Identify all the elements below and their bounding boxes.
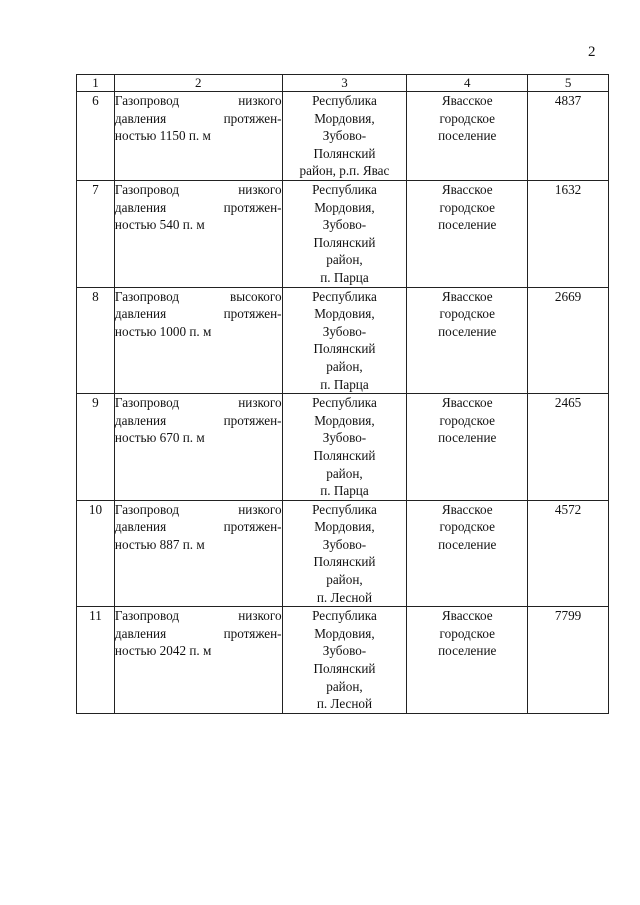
location-line: Полянский bbox=[313, 145, 376, 161]
page-number: 2 bbox=[588, 44, 596, 60]
location-line: Полянский bbox=[313, 661, 376, 677]
object-name-line: Газопровод высокого bbox=[114, 288, 282, 304]
registry-table bbox=[76, 74, 609, 714]
object-name-line: ностью 1150 п. м bbox=[114, 128, 211, 144]
location-line: район, р.п. Явас bbox=[299, 163, 390, 179]
object-name-cell bbox=[114, 607, 282, 714]
municipality-cell bbox=[407, 287, 528, 394]
location-cell bbox=[282, 181, 407, 288]
row-number-cell: 9 bbox=[77, 394, 115, 501]
location-line: Зубово- bbox=[322, 430, 367, 446]
municipality-line: Явасское bbox=[441, 182, 493, 197]
location-line: Мордовия, bbox=[314, 412, 375, 428]
object-name-line: Газопровод низкого bbox=[114, 501, 282, 517]
object-name-line: давления протяжен- bbox=[114, 519, 282, 535]
location-cell bbox=[282, 500, 407, 607]
location-line: район, bbox=[326, 678, 363, 694]
location-cell bbox=[282, 92, 407, 181]
location-line: п. Лесной bbox=[316, 696, 373, 712]
object-name-line: давления протяжен- bbox=[114, 412, 282, 428]
location-line: Республика bbox=[312, 182, 377, 197]
location-line: район, bbox=[326, 465, 363, 481]
object-name-line: давления протяжен- bbox=[114, 199, 282, 215]
object-name-line: ностью 540 п. м bbox=[114, 217, 205, 233]
municipality-line: городское bbox=[439, 199, 495, 215]
value-cell: 2465 bbox=[528, 394, 609, 501]
object-name-line: Газопровод низкого bbox=[114, 93, 282, 108]
municipality-line: Явасское bbox=[441, 395, 493, 411]
municipality-line: Явасское bbox=[441, 288, 493, 304]
object-name-line: Газопровод низкого bbox=[114, 395, 282, 411]
column-header-4: 4 bbox=[407, 75, 528, 92]
location-line: п. Лесной bbox=[316, 589, 373, 605]
row-number-cell: 6 bbox=[77, 92, 115, 181]
location-line: район, bbox=[326, 572, 363, 588]
municipality-line: поселение bbox=[438, 217, 497, 233]
municipality-cell bbox=[407, 394, 528, 501]
table-row bbox=[77, 394, 609, 501]
column-header-1: 1 bbox=[77, 75, 115, 92]
table-row bbox=[77, 287, 609, 394]
location-line: район, bbox=[326, 252, 363, 268]
location-line: Полянский bbox=[313, 234, 376, 250]
object-name-cell bbox=[114, 394, 282, 501]
location-line: Зубово- bbox=[322, 536, 367, 552]
municipality-line: городское bbox=[439, 110, 495, 126]
location-line: Республика bbox=[312, 608, 377, 624]
location-line: Мордовия, bbox=[314, 199, 375, 215]
location-line: Зубово- bbox=[322, 128, 367, 144]
column-header-5: 5 bbox=[528, 75, 609, 92]
municipality-cell bbox=[407, 92, 528, 181]
table-row bbox=[77, 500, 609, 607]
municipality-line: Явасское bbox=[441, 608, 493, 624]
column-header-3: 3 bbox=[282, 75, 407, 92]
municipality-line: поселение bbox=[438, 430, 497, 446]
location-line: Республика bbox=[312, 501, 377, 517]
table-row bbox=[77, 181, 609, 288]
location-line: Мордовия, bbox=[314, 519, 375, 535]
object-name-line: Газопровод низкого bbox=[114, 182, 282, 197]
municipality-line: городское bbox=[439, 412, 495, 428]
location-line: Мордовия, bbox=[314, 625, 375, 641]
value-cell: 4572 bbox=[528, 500, 609, 607]
location-line: Мордовия, bbox=[314, 110, 375, 126]
table-row bbox=[77, 92, 609, 181]
municipality-line: Явасское bbox=[441, 501, 493, 517]
object-name-line: давления протяжен- bbox=[114, 625, 282, 641]
object-name-line: ностью 887 п. м bbox=[114, 536, 205, 552]
value-cell: 7799 bbox=[528, 607, 609, 714]
location-line: Зубово- bbox=[322, 643, 367, 659]
municipality-line: городское bbox=[439, 306, 495, 322]
municipality-line: городское bbox=[439, 519, 495, 535]
value-cell: 4837 bbox=[528, 92, 609, 181]
municipality-line: поселение bbox=[438, 323, 497, 339]
table-row bbox=[77, 607, 609, 714]
municipality-line: городское bbox=[439, 625, 495, 641]
object-name-line: ностью 1000 п. м bbox=[114, 323, 212, 339]
location-line: район, bbox=[326, 358, 363, 374]
row-number-cell: 7 bbox=[77, 181, 115, 288]
location-line: Республика bbox=[312, 395, 377, 411]
location-line: Полянский bbox=[313, 341, 376, 357]
municipality-line: поселение bbox=[438, 128, 497, 144]
location-line: п. Парца bbox=[320, 483, 369, 499]
value-cell: 1632 bbox=[528, 181, 609, 288]
object-name-cell bbox=[114, 181, 282, 288]
location-line: п. Парца bbox=[320, 269, 369, 285]
location-line: Республика bbox=[312, 93, 377, 108]
object-name-cell bbox=[114, 92, 282, 181]
row-number-cell: 11 bbox=[77, 607, 115, 714]
object-name-line: давления протяжен- bbox=[114, 306, 282, 322]
location-line: Зубово- bbox=[322, 323, 367, 339]
row-number-cell: 8 bbox=[77, 287, 115, 394]
row-number-cell: 10 bbox=[77, 500, 115, 607]
municipality-line: поселение bbox=[438, 536, 497, 552]
location-line: п. Парца bbox=[320, 376, 369, 392]
municipality-cell bbox=[407, 181, 528, 288]
object-name-line: ностью 2042 п. м bbox=[114, 643, 212, 659]
municipality-cell bbox=[407, 607, 528, 714]
location-cell bbox=[282, 394, 407, 501]
location-line: Зубово- bbox=[322, 217, 367, 233]
municipality-cell bbox=[407, 500, 528, 607]
location-cell bbox=[282, 287, 407, 394]
object-name-cell bbox=[114, 500, 282, 607]
location-cell bbox=[282, 607, 407, 714]
municipality-line: поселение bbox=[438, 643, 497, 659]
object-name-cell bbox=[114, 287, 282, 394]
location-line: Полянский bbox=[313, 447, 376, 463]
location-line: Республика bbox=[312, 288, 377, 304]
object-name-line: давления протяжен- bbox=[114, 110, 282, 126]
column-header-2: 2 bbox=[114, 75, 282, 92]
location-line: Мордовия, bbox=[314, 306, 375, 322]
header-row bbox=[77, 75, 609, 92]
object-name-line: ностью 670 п. м bbox=[114, 430, 205, 446]
value-cell: 2669 bbox=[528, 287, 609, 394]
municipality-line: Явасское bbox=[441, 93, 493, 108]
location-line: Полянский bbox=[313, 554, 376, 570]
object-name-line: Газопровод низкого bbox=[114, 608, 282, 624]
